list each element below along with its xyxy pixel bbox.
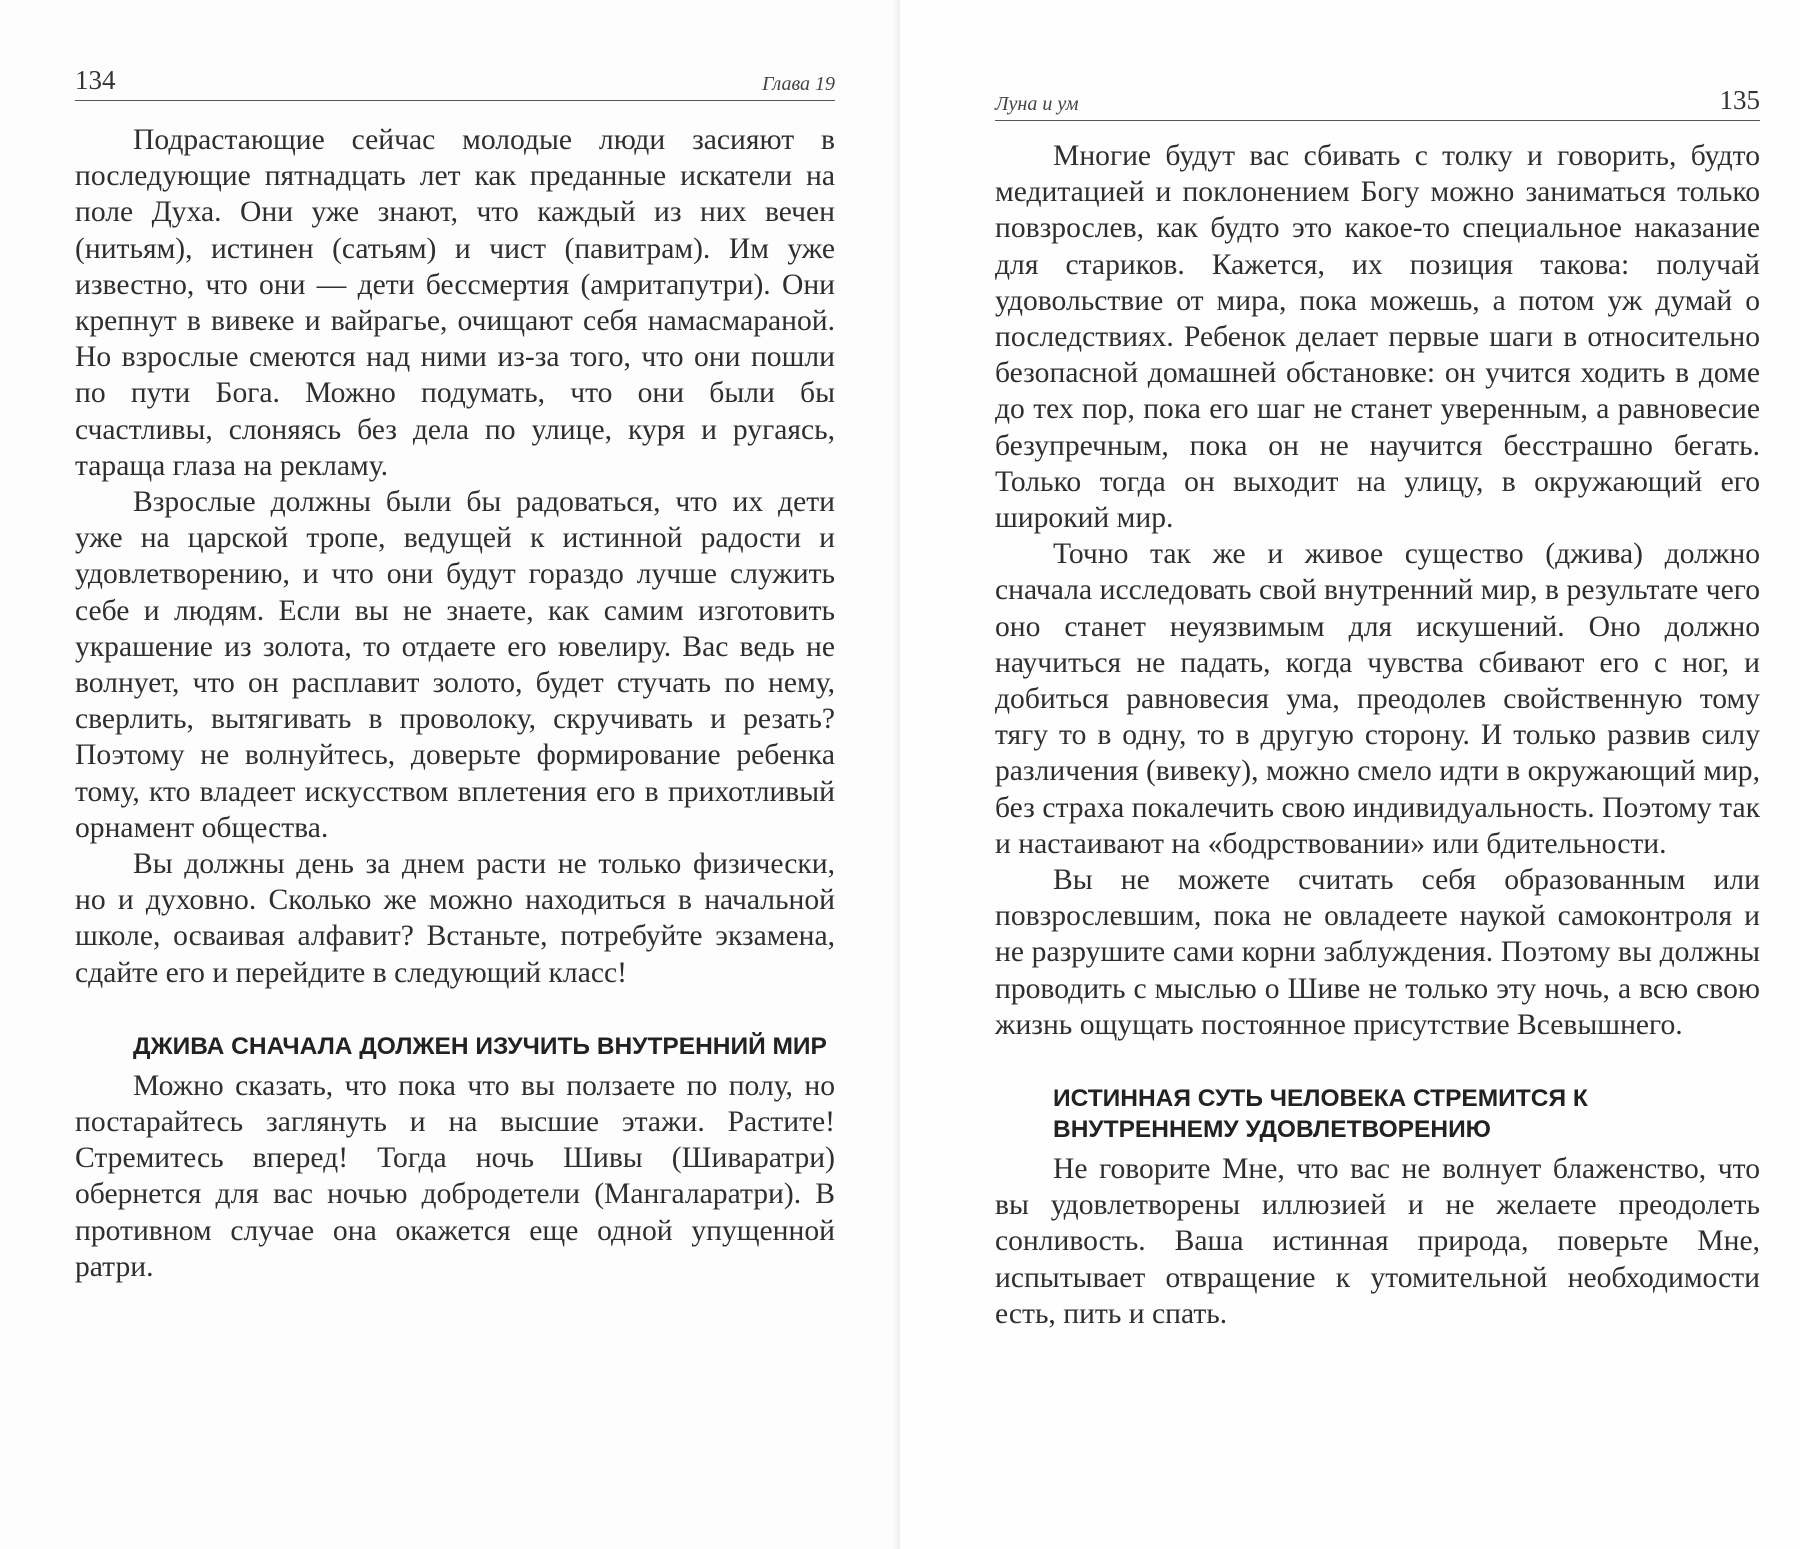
left-paragraph-1: Подрастающие сейчас молодые люди засияют в последующие пятнадцать лет как преданные искатели на поле Духа. Они уже знают, что каждый из них вечен (нитьям), истинен (сатьям) и чист (павитрам). Им уже известно, что они — дети бессмертия (амритапутри). Они крепнут в вивеке и вайрагье, очищают себя намасмараной. Но взрослые смеются над ними из-за того, что они пошли по пути Бога. Можно подумать, что они были бы счастливы, слоняясь без дела по улице, куря и ругаясь, таращa глаза на рекламу.	[75, 124, 835, 482]
left-text-column	[75, 122, 835, 1285]
right-paragraph-2: Точно так же и живое существо (джива) должно сначала исследовать свой внутренний мир, в результате чего оно станет неуязвимым для искушений. Оно должно научиться не падать, когда чувства сбивают его с ног, и добиться равновесия ума, преодолев свойственную тому тягу то в одну, то в другую сторону. И только развив силу различения (вивеку), можно смело идти в окружающий мир, без страха покалечить свою индивидуальность. Поэтому так и настаивают на «бодрствовании» или бдительности.	[995, 538, 1760, 860]
right-page	[900, 0, 1800, 1549]
running-head-right	[995, 80, 1760, 121]
chapter-title: Глава 19	[762, 73, 835, 95]
running-head-left	[75, 60, 835, 101]
left-paragraph-3: Вы должны день за днем расти не только физически, но и духовно. Сколько же можно находиться в начальной школе, осваивая алфавит? Встаньте, потребуйте экзамена, сдайте его и перейдите в следующий класс!	[75, 848, 835, 989]
right-paragraph-1: Многие будут вас сбивать с толку и говорить, будто медитацией и поклонением Богу можно заниматься только повзрослев, как будто это какое-то специальное наказание для стариков. Кажется, их позиция такова: получай удовольствие от мира, пока можешь, а потом уж думай о последствиях. Ребенок делает первые шаги в относительно безопасной домашней обстановке: он учится ходить в доме до тех пор, пока его шаг не станет уверенным, а равновесие безупречным, пока он не научится бесстрашно бегать. Только тогда он выходит на улицу, в окружающий его широкий мир.	[995, 140, 1760, 535]
page-number-left: 134	[75, 65, 116, 95]
section-title: Луна и ум	[995, 93, 1079, 115]
right-paragraph-3: Вы не можете считать себя образованным или повзрослевшим, пока не овладеете наукой самоконтроля и не разрушите сами корни заблуждения. Поэтому вы должны проводить с мыслью о Шиве не только эту ночь, а всю свою жизнь ощущать постоянное присутствие Всевышнего.	[995, 864, 1760, 1041]
section-heading-right: ИСТИННАЯ СУТЬ ЧЕЛОВЕКА СТРЕМИТСЯ К ВНУТРЕННЕМУ УДОВЛЕТВОРЕНИЮ	[1053, 1085, 1588, 1144]
section-heading-left: ДЖИВА СНАЧАЛА ДОЛЖЕН ИЗУЧИТЬ ВНУТРЕННИЙ МИР	[133, 1032, 827, 1060]
right-text-column	[995, 138, 1760, 1332]
left-paragraph-2: Взрослые должны были бы радоваться, что их дети уже на царской тропе, ведущей к истинной радости и удовлетворению, и что они будут гораздо лучше служить себе и людям. Если вы не знаете, как самим изготовить украшение из золота, то отдаете его ювелиру. Вас ведь не волнует, что он расплавит золото, будет стучать по нему, сверлить, вытягивать в проволоку, скручивать и резать? Поэтому не волнуйтесь, доверьте формирование ребенка тому, кто владеет искусством вплетения его в прихотливый орнамент общества.	[75, 486, 835, 844]
page-number-right: 135	[1719, 85, 1760, 115]
left-paragraph-4: Можно сказать, что пока что вы ползаете по полу, но постарайтесь заглянуть и на высшие этажи. Растите! Стремитесь вперед! Тогда ночь Шивы (Шиваратри) обернется для вас ночью добродетели (Мангаларатри). В противном случае она окажется еще одной упущенной ратри.	[75, 1069, 835, 1283]
right-paragraph-4: Не говорите Мне, что вас не волнует блаженство, что вы удовлетворены иллюзией и не желаете преодолеть сонливость. Ваша истинная природа, поверьте Мне, испытывает отвращение к утомительной необходимости есть, пить и спать.	[995, 1153, 1760, 1330]
